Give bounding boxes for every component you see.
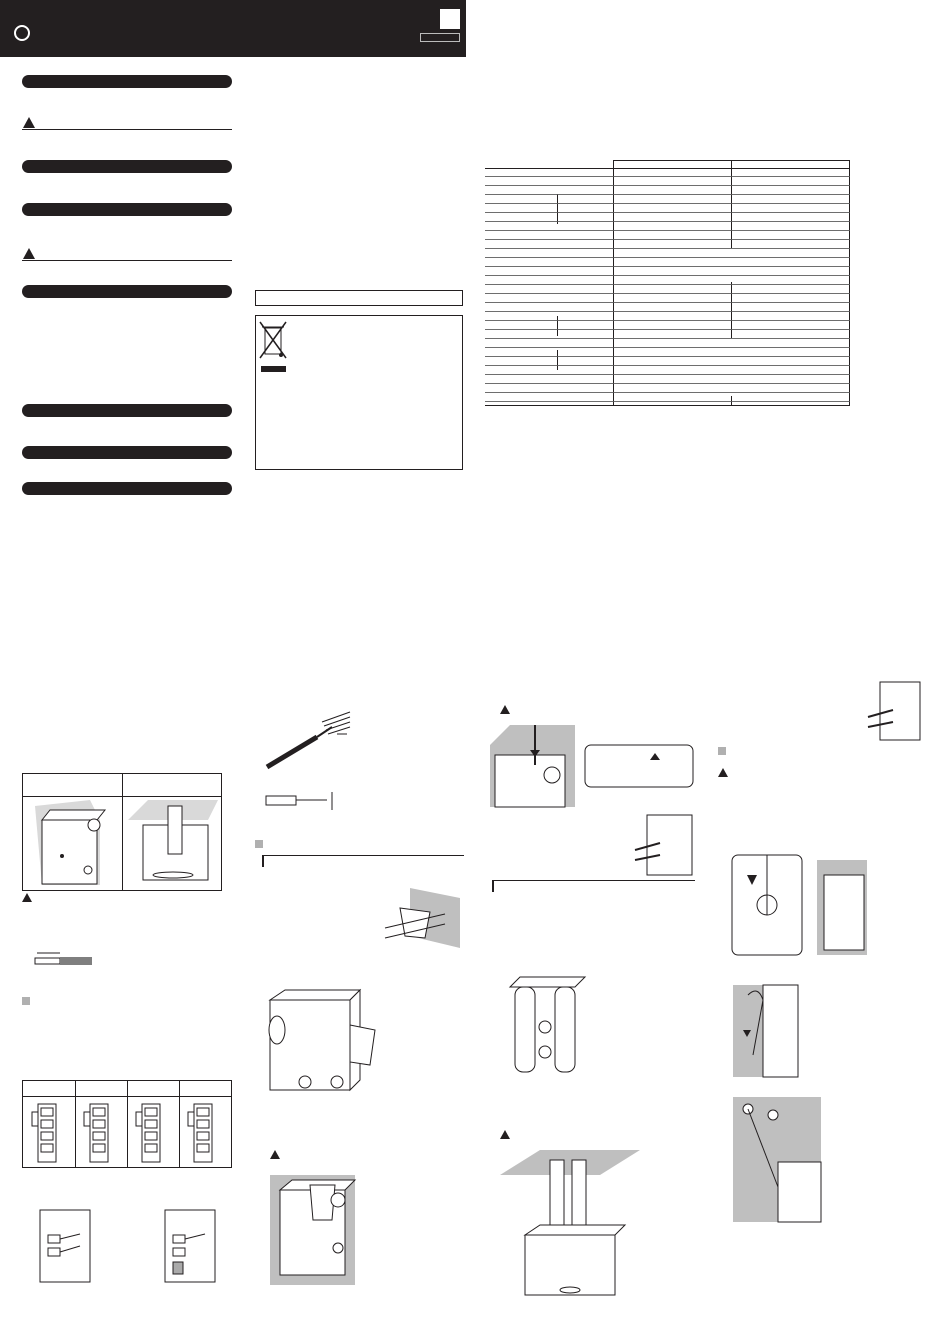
subsection-marker [255, 840, 263, 848]
subsection-marker [22, 997, 30, 1005]
figure-divider [122, 773, 123, 891]
cable-strip-icon [35, 952, 95, 972]
terminal-block-icons [32, 1102, 232, 1164]
document-header [0, 0, 466, 57]
warning-triangle-icon [23, 117, 35, 128]
warning-triangle-icon [500, 1130, 510, 1139]
note-box [255, 290, 463, 306]
back-panel-icon [868, 682, 923, 744]
bracket-release-icon [490, 725, 695, 807]
crossed-bin-icon [258, 318, 290, 374]
code-box [420, 33, 460, 42]
safety-wire-icon [732, 855, 872, 955]
screwdriver-tip-icon [262, 790, 342, 812]
speaker-rear-mount-icon [265, 990, 390, 1100]
yamaha-logo-icon [14, 25, 30, 41]
ceiling-mount-icon [500, 1150, 640, 1300]
warning-triangle-icon [22, 893, 32, 902]
speaker-cabinet-icon [30, 800, 120, 888]
section-bar-4 [22, 285, 232, 298]
back-panel-icon [165, 1210, 225, 1285]
back-panel-icon [40, 1210, 100, 1285]
warning-triangle-icon [500, 705, 510, 714]
warning-triangle-icon [270, 1150, 280, 1159]
warning-rule [22, 129, 232, 130]
ceiling-bracket-icon [500, 972, 600, 1082]
section-bar-1 [22, 75, 232, 88]
warning-rule [22, 260, 232, 261]
subsection-rule [262, 855, 464, 856]
section-bar-5 [22, 404, 232, 417]
warning-triangle-icon [718, 768, 728, 777]
warning-triangle-icon [23, 248, 35, 259]
wire-attachment-icon [733, 1097, 821, 1222]
screwdriver-icon [262, 712, 352, 772]
section-bar-7 [22, 482, 232, 495]
speaker-ceiling-icon [128, 800, 218, 888]
subsection-rule-marker [262, 855, 264, 867]
back-panel-icon [635, 815, 695, 875]
section-bar-6 [22, 446, 232, 459]
subsection-rule-marker [492, 880, 494, 892]
spec-table [485, 160, 850, 406]
section-bar-3 [22, 203, 232, 216]
language-box [440, 9, 460, 29]
subsection-marker [718, 747, 726, 755]
wire-hook-icon [733, 985, 798, 1077]
section-bar-2 [22, 160, 232, 173]
subsection-rule [492, 880, 695, 881]
speaker-wall-mount-icon [270, 1170, 365, 1285]
wall-bracket-icon [385, 878, 465, 958]
